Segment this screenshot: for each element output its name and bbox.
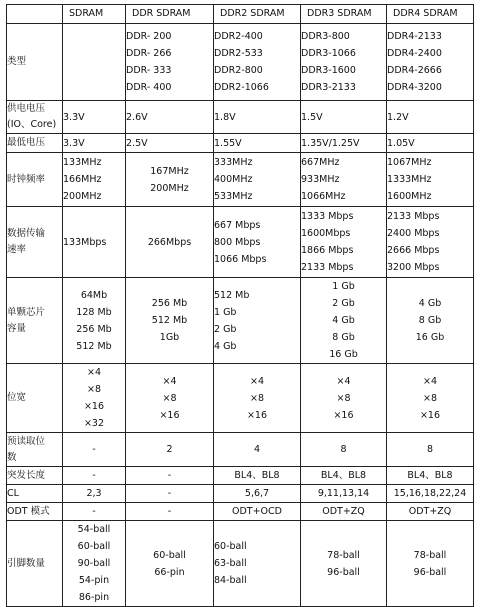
cell-line: - [167,506,172,517]
header-cell-ddr: DDR SDRAM [126,5,214,24]
row-label-cell [7,153,63,207]
cell-line: BL4、BL8 [320,470,367,481]
row-label-cell [7,101,63,134]
cell-ddr [126,485,214,503]
cell-line: 1067MHz [387,157,432,168]
cell-ddr2 [214,485,301,503]
cell-line: 667 Mbps [214,219,261,231]
cell-ddr3 [301,503,387,521]
cell-line: 3.3V [63,111,85,123]
row-label-cell [7,433,63,467]
cell-line: 133Mbps [63,236,107,248]
cell-line: ×8 [422,392,437,404]
row-label-line: (IO、Core) [7,119,57,130]
table-row [7,521,474,607]
cell-line: - [167,488,172,499]
cell-line: DDR4-2133 [387,31,442,42]
header-cell-sdram: SDRAM [63,5,126,24]
table-row [7,134,474,153]
cell-line: 90-ball [77,558,111,569]
cell-line: - [167,470,172,481]
cell-line: DDR3-2133 [301,82,356,93]
cell-line: 8 [340,444,347,455]
cell-ddr [126,134,214,153]
cell-line: DDR3-800 [301,31,350,42]
cell-line: ×16 [83,401,105,412]
cell-ddr4 [387,278,474,364]
cell-line: 96-ball [413,566,447,578]
cell-line: 16 Gb [329,349,358,360]
cell-line: 1333MHz [387,174,432,185]
cell-line: DDR3-1600 [301,65,356,76]
cell-ddr4 [387,521,474,607]
cell-line: 1 Gb [332,281,355,292]
cell-line: 166MHz [63,174,102,185]
cell-line: ×8 [86,384,101,395]
cell-line: 3200 Mbps [387,262,440,273]
cell-ddr3 [301,433,387,467]
header-row [7,5,474,24]
cell-ddr2 [214,364,301,433]
cell-line: 16 Gb [415,332,445,343]
cell-ddr [126,467,214,485]
cell-line: 200MHz [150,182,189,194]
cell-line: 66-pin [154,566,185,578]
cell-line: ×8 [249,392,264,404]
cell-line: ×16 [333,409,354,421]
row-label-cell [7,503,63,521]
cell-line: BL4、BL8 [407,470,453,481]
cell-ddr2 [214,467,301,485]
cell-sdram [63,521,126,607]
cell-line: 400MHz [214,174,253,185]
cell-ddr2 [214,153,301,207]
cell-ddr4 [387,153,474,207]
row-label-cell [7,521,63,607]
cell-line: 533MHz [214,191,253,202]
cell-ddr4 [387,134,474,153]
row-label-line: 引脚数量 [7,557,46,569]
cell-ddr4 [387,467,474,485]
header-cell-corner [7,5,63,24]
cell-ddr3 [301,24,387,101]
table-row [7,153,474,207]
cell-line: DDR4-3200 [387,82,442,93]
cell-line: 800 Mbps [214,236,261,248]
cell-line: 4 [253,444,261,455]
cell-line: 84-ball [214,575,247,586]
row-label-line: CL [7,487,19,499]
cell-ddr3 [301,521,387,607]
cell-line: - [92,506,96,517]
cell-line: ×4 [162,375,177,387]
table-row [7,433,474,467]
row-label-cell [7,134,63,153]
cell-line: 512 Mb [214,289,250,301]
row-label-line: 预读取位 [7,435,46,447]
cell-line: 2133 Mbps [301,262,354,273]
cell-line: 1600Mbps [301,228,351,239]
cell-line: ×32 [83,418,105,429]
cell-line: ×4 [249,375,264,387]
header-cell-ddr2: DDR2 SDRAM [214,5,301,24]
cell-sdram [63,485,126,503]
cell-line: DDR3-1066 [301,48,356,59]
cell-line: ODT+ZQ [408,506,452,517]
row-label-cell [7,24,63,101]
cell-ddr2 [214,503,301,521]
cell-line: 4 Gb [418,298,442,309]
cell-line: 3.3V [63,137,85,149]
cell-line: DDR2-800 [214,65,263,76]
table-row [7,467,474,485]
row-label-line: 最低电压 [7,137,46,148]
cell-ddr4 [387,485,474,503]
cell-sdram [63,503,126,521]
cell-line: 1.55V [214,137,242,149]
row-label-line: ODT 模式 [7,505,50,517]
cell-ddr3 [301,364,387,433]
cell-line: 266Mbps [147,236,192,248]
cell-line: 667MHz [301,157,340,168]
cell-ddr3 [301,467,387,485]
cell-line: 96-ball [327,566,360,578]
cell-line: ODT+OCD [232,506,282,517]
cell-sdram [63,101,126,134]
cell-ddr2 [214,134,301,153]
cell-line: 1Gb [159,332,180,343]
cell-ddr [126,503,214,521]
cell-line: 4 Gb [214,340,237,352]
cell-sdram [63,24,126,101]
cell-ddr4 [387,24,474,101]
cell-line: 8 Gb [332,332,355,343]
cell-line: 2133 Mbps [387,211,440,222]
row-label-line: 类型 [7,56,27,67]
cell-line: ×16 [159,409,180,421]
row-label-line: 时钟频率 [7,173,46,185]
cell-line: BL4、BL8 [234,470,280,481]
cell-line: DDR2-533 [214,48,263,59]
cell-line: 167MHz [150,165,189,177]
cell-line: 54-ball [77,524,111,535]
cell-line: 60-ball [214,541,247,552]
cell-line: 1.2V [387,111,409,123]
cell-line: 2400 Mbps [387,228,440,239]
cell-line: 60-ball [153,549,186,561]
cell-ddr [126,24,214,101]
table-row [7,24,474,101]
cell-line: 512 Mb [76,340,112,352]
cell-ddr4 [387,503,474,521]
cell-ddr [126,153,214,207]
table-row [7,207,474,278]
row-label-cell [7,207,63,278]
cell-line: 78-ball [327,549,360,561]
cell-ddr2 [214,101,301,134]
ddr-spec-table [6,4,474,607]
cell-line: 15,16,18,22,24 [393,488,467,499]
cell-sdram [63,433,126,467]
cell-line: 2 Gb [332,298,355,309]
cell-line: 64Mb [80,289,108,301]
cell-ddr [126,521,214,607]
cell-line: 1066MHz [301,191,346,202]
cell-line: 256 Mb [76,323,112,335]
row-label-line: 数 [7,451,17,463]
cell-sdram [63,278,126,364]
cell-line: 2.5V [126,137,148,149]
cell-line: 1.35V/1.25V [301,137,360,149]
cell-line: 2 [166,444,173,455]
cell-line: 256 Mb [151,298,188,309]
cell-ddr [126,433,214,467]
cell-line: - [92,470,96,481]
cell-ddr [126,101,214,134]
table-row [7,364,474,433]
cell-line: ×4 [336,375,351,387]
cell-line: ODT+ZQ [322,506,365,517]
cell-line: 54-pin [78,575,110,586]
cell-ddr4 [387,101,474,134]
header-cell-ddr4: DDR4 SDRAM [387,5,474,24]
cell-line: 128 Mb [76,306,112,318]
cell-line: 1066 Mbps [214,253,267,265]
cell-line: 333MHz [214,157,253,168]
cell-line: 60-ball [77,541,111,552]
cell-ddr4 [387,433,474,467]
cell-line: 933MHz [301,174,340,185]
cell-line: 1 Gb [214,306,237,318]
cell-ddr3 [301,101,387,134]
cell-line: 1.5V [301,111,323,123]
cell-ddr3 [301,207,387,278]
cell-line: 512 Mb [151,315,188,326]
cell-ddr3 [301,134,387,153]
cell-line: ×8 [162,392,177,404]
row-label-line: 单颗芯片 [7,306,46,318]
row-label-line: 数据传输 [7,228,46,239]
cell-line: 133MHz [63,157,102,168]
cell-line: 2.6V [126,111,148,123]
cell-line: 2,3 [86,488,102,499]
cell-line: 1.8V [214,111,236,123]
cell-line: ×16 [419,409,441,421]
cell-ddr3 [301,485,387,503]
cell-line: 8 Gb [418,315,442,326]
row-label-line: 突发长度 [7,469,46,481]
cell-ddr [126,207,214,278]
cell-line: 5,6,7 [244,488,270,499]
cell-sdram [63,364,126,433]
cell-line: DDR2-1066 [214,82,269,93]
cell-line: - [92,444,96,455]
row-label-cell [7,364,63,433]
row-label-line: 位宽 [7,392,27,403]
cell-line: 86-pin [78,592,110,603]
table-row [7,503,474,521]
cell-ddr2 [214,521,301,607]
cell-line: DDR4-2666 [387,65,442,76]
cell-ddr [126,364,214,433]
cell-line: 8 [426,444,434,455]
header-cell-ddr3: DDR3 SDRAM [301,5,387,24]
table-row [7,485,474,503]
cell-line: 200MHz [63,191,102,202]
row-label-line: 速率 [7,244,27,255]
row-label-line: 容量 [7,322,27,334]
cell-ddr2 [214,278,301,364]
cell-line: DDR- 200 [126,31,172,42]
cell-line: DDR4-2400 [387,48,442,59]
cell-sdram [63,207,126,278]
cell-line: 1866 Mbps [301,245,354,256]
cell-line: ×4 [422,375,437,387]
cell-line: DDR2-400 [214,31,263,42]
cell-line: 1.05V [387,137,415,149]
cell-line: DDR- 333 [126,65,172,76]
cell-line: DDR- 400 [126,82,172,93]
cell-line: ×16 [246,409,268,421]
cell-sdram [63,467,126,485]
cell-line: 1333 Mbps [301,211,354,222]
cell-line: 63-ball [214,558,247,569]
row-label-cell [7,278,63,364]
cell-line: 4 Gb [332,315,355,326]
cell-sdram [63,134,126,153]
cell-ddr4 [387,364,474,433]
cell-line: 78-ball [413,549,447,561]
cell-line: DDR- 266 [126,48,172,59]
cell-ddr3 [301,153,387,207]
cell-sdram [63,153,126,207]
cell-line: 2 Gb [214,323,237,335]
row-label-cell [7,485,63,503]
table-row [7,101,474,134]
row-label-cell [7,467,63,485]
cell-ddr3 [301,278,387,364]
cell-ddr [126,278,214,364]
cell-line: 1600MHz [387,191,432,202]
cell-ddr2 [214,207,301,278]
row-label-line: 供电电压 [7,103,46,114]
cell-line: 9,11,13,14 [317,488,370,499]
cell-line: ×8 [336,392,351,404]
cell-ddr4 [387,207,474,278]
cell-ddr2 [214,24,301,101]
cell-ddr2 [214,433,301,467]
cell-line: 2666 Mbps [387,245,440,256]
table-row [7,278,474,364]
cell-line: ×4 [86,367,101,378]
